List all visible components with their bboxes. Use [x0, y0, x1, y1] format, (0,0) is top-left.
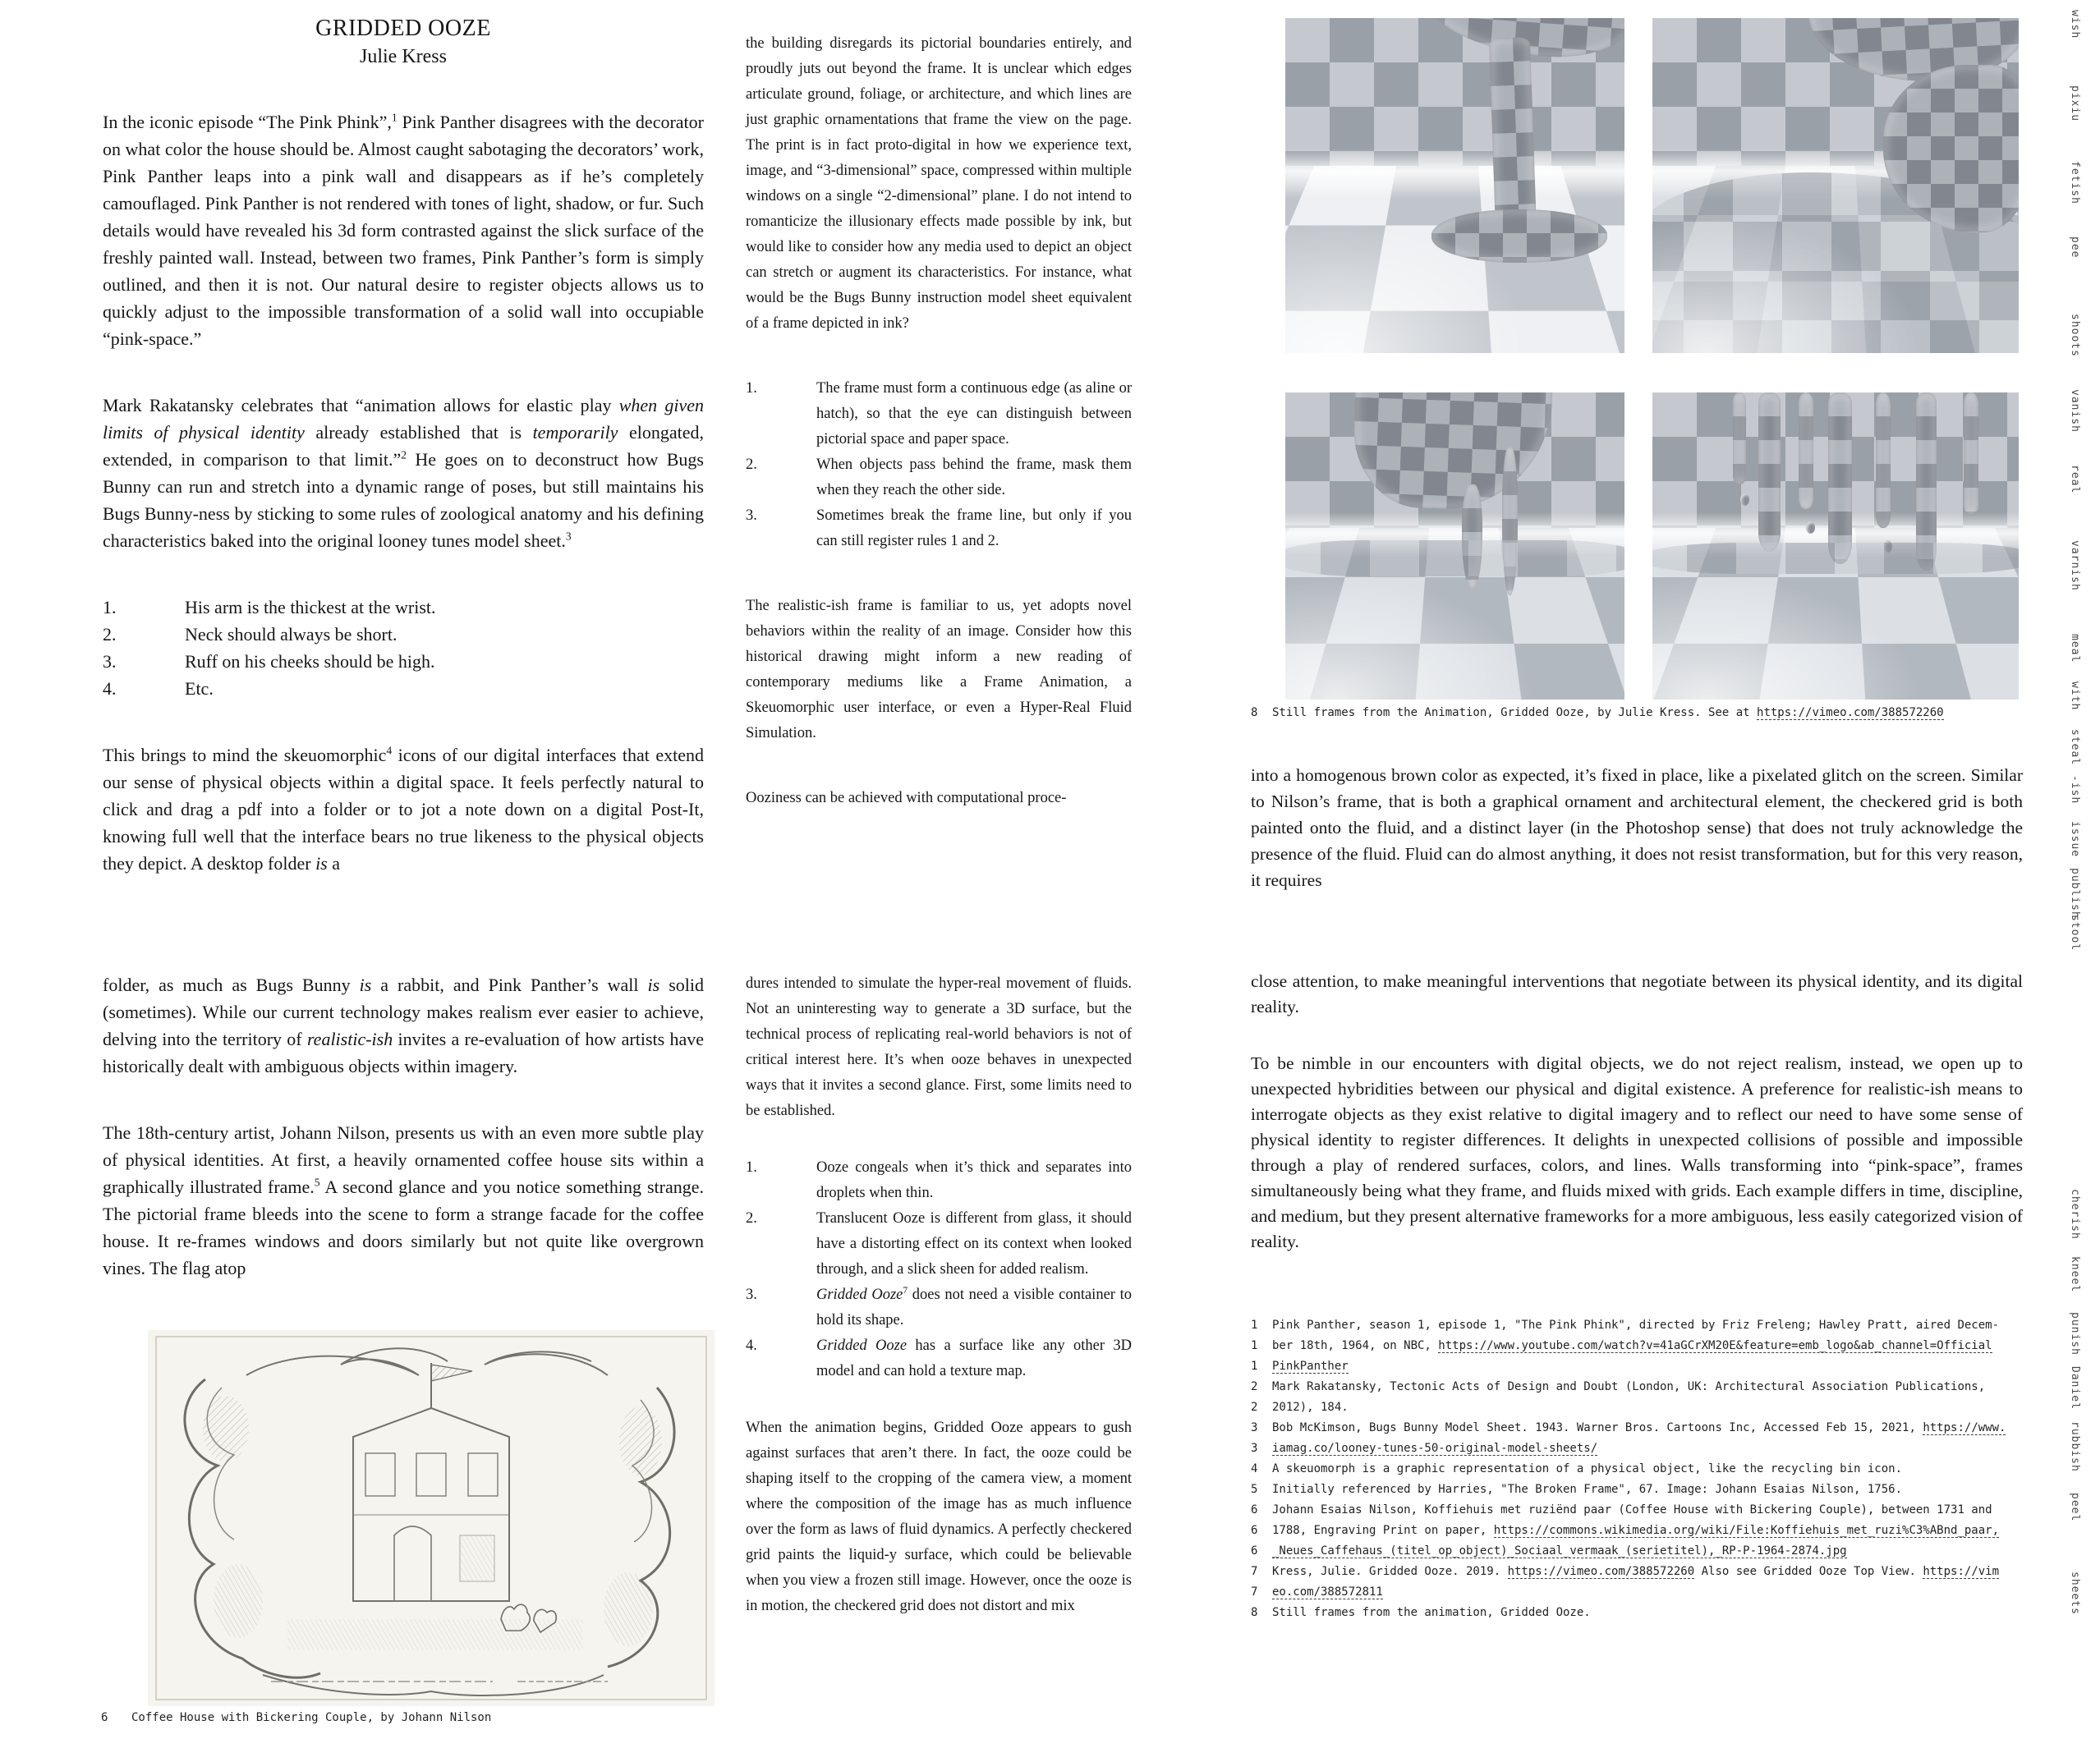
- url-link[interactable]: https://vimeo.com/388572260: [1757, 706, 1944, 719]
- footnote-line: 5 Initially referenced by Harries, "The Broken Frame", 67. Image: Johann Esaias Nilson, 1756.: [1251, 1483, 1903, 1496]
- margin-word: shoots: [2069, 314, 2081, 357]
- footnote-line: 2 Mark Rakatansky, Tectonic Acts of Design and Doubt (London, UK: Architectural Association Publications,: [1251, 1380, 1986, 1393]
- margin-word: vanish: [2069, 389, 2081, 433]
- url-link[interactable]: PinkPanther: [1272, 1360, 1349, 1373]
- footnote-line: 2 2012), 184.: [1251, 1401, 1349, 1414]
- footnotes: [1251, 1315, 2080, 1623]
- list-item: 4. Etc.: [103, 678, 214, 699]
- footnote-line: 4 A skeuomorph is a graphic representation of a physical object, like the recycling bin icon.: [1251, 1462, 1903, 1475]
- list-item: 3. Ruff on his cheeks should be high.: [103, 651, 435, 672]
- light-vignette: [1652, 18, 2019, 353]
- url-link[interactable]: iamag.co/looney-tunes-50-original-model-sheets/: [1272, 1442, 1598, 1455]
- url-link[interactable]: eo.com/388572811: [1272, 1585, 1383, 1599]
- margin-word: steal: [2069, 729, 2081, 766]
- footnote-line: 7 Kress, Julie. Gridded Ooze. 2019. https://vimeo.com/388572260 Also see Gridded Ooze Top View. https://vim: [1251, 1565, 2000, 1578]
- margin-word: pee: [2069, 236, 2081, 259]
- column-2-lower: [746, 971, 1132, 1650]
- paragraph: The 18th-century artist, Johann Nilson, presents us with an even more subtle play of physical identities. At first, a heavily ornamented coffee house sits within a graphically illustrated frame.$^5$ A second glance and you notice something strange. The pictorial frame bleeds into the scene to form a strange facade for the coffee house. It re-frames windows and doors similarly but not quite like overgrown vines. The flag atop: [103, 1122, 705, 1278]
- margin-word: Daniel: [2069, 1366, 2081, 1410]
- margin-word: kneel: [2069, 1256, 2081, 1293]
- margin-word: varnish: [2069, 540, 2081, 591]
- still-frame-3: [1285, 392, 1624, 700]
- url-link[interactable]: https://www.youtube.com/watch?v=41aGCrXM20E&feature=emb_logo&ab_channel=Official: [1438, 1339, 1992, 1352]
- margin-word: rubbish: [2069, 1421, 2081, 1472]
- frame-rules-list: [746, 376, 1132, 554]
- footnote-line: 6 Johann Esaias Nilson, Koffiehuis met ruziënd paar (Coffee House with Bickering Couple), between 1731 and: [1251, 1503, 1992, 1516]
- list-item: 3. Gridded Ooze$^7$ does not need a visible container to hold its shape.: [746, 1285, 1132, 1328]
- paragraph: Ooziness can be achieved with computational proce-: [746, 790, 1067, 806]
- column-3-lower: [1251, 969, 2023, 1286]
- ooze-limits-list: [746, 1155, 1132, 1384]
- paragraph: When the animation begins, Gridded Ooze appears to gush against surfaces that aren’t there. In fact, the ooze could be shaping itself to the cropping of the camera view, a moment where the composition of the image has as much influence over the form as laws of fluid dynamics. A perfectly checkered grid paints the liquid-y surface, which could be believable when you view a frozen still image. However, once the ooze is in motion, the checkered grid does not distort and mix: [746, 1420, 1132, 1614]
- paragraph: Mark Rakatansky celebrates that “animation allows for elastic play when given limits of physical identity already established that is temporarily elongated, extended, in comparison to that limit.”$^2$ He goes on to deconstruct how Bugs Bunny can run and stretch into a dynamic range of poses, but still maintains his Bugs Bunny-ness by sticking to some rules of zoological anatomy and his defining characteristics baked into the original looney tunes model sheet.$^3$: [103, 395, 704, 551]
- footnote-line: 1 ber 18th, 1964, on NBC, https://www.youtube.com/watch?v=41aGCrXM20E&feature=emb_logo&ab_channel=Official: [1251, 1339, 1992, 1352]
- light-vignette: [1285, 18, 1624, 353]
- engraving-image: [148, 1330, 715, 1706]
- url-link[interactable]: https://vimeo.com/388572260: [1507, 1565, 1695, 1578]
- still-frame-4: [1652, 392, 2019, 700]
- margin-word: -ish: [2069, 775, 2081, 805]
- margin-word: real: [2069, 465, 2081, 494]
- still-frame-2: [1652, 18, 2019, 353]
- footnote-line: 6 _Neues_Caffehaus_(titel_op_object)_Sociaal_vermaak_(serietitel),_RP-P-1964-2874.jpg: [1251, 1544, 1847, 1558]
- column-3-upper: [1251, 762, 2023, 893]
- light-vignette: [1652, 392, 2019, 700]
- light-vignette: [1285, 392, 1624, 700]
- footnote-line: 1 Pink Panther, season 1, episode 1, "The Pink Phink", directed by Friz Freleng; Hawley Pratt, aired Decem-: [1251, 1319, 2000, 1332]
- paragraph: To be nimble in our encounters with digital objects, we do not reject realism, instead, we open up to unexpected hybridities between our physical and digital existence. A preference for realistic-ish means to interrogate objects as they exist relative to digital imagery and to reflect our need to have some sense of physical identity to register differences. It delights in unexpected collisions of possible and impossible through a play of rendered surfaces, colors, and lines. Walls transforming into “pink-space”, frames simultaneously being what they frame, and fluids mixed with grids. Each example differs in time, discipline, and medium, but they present alternative frameworks for a more ambiguous, less easily categorized vision of reality.: [1251, 1053, 2023, 1251]
- margin-word: wish: [2069, 10, 2081, 39]
- url-link[interactable]: https://www.: [1923, 1421, 2006, 1434]
- list-item: 2. Translucent Ooze is different from glass, it should have a distorting effect on its context when looked through, and a slick sheen for added realism.: [746, 1210, 1132, 1278]
- footnote-line: 6 1788, Engraving Print on paper, https://commons.wikimedia.org/wiki/File:Koffiehuis_met_ruzi%C3%ABnd_paar,: [1251, 1524, 2000, 1537]
- margin-word: pixiu: [2069, 85, 2081, 122]
- engraving-caption: [101, 1709, 725, 1726]
- page-title: GRIDDED OOZE: [315, 16, 491, 41]
- paragraph: folder, as much as Bugs Bunny is a rabbit, and Pink Panther’s wall is solid (sometimes). While our current technology makes realism ever easier to achieve, delving into the territory of realistic-ish invites a re-evaluation of how artists have historically dealt with ambiguous objects within imagery.: [103, 975, 704, 1076]
- list-item: 1. Ooze congeals when it’s thick and separates into droplets when thin.: [746, 1159, 1132, 1201]
- column-2-upper: [746, 31, 1132, 811]
- margin-word: stool: [2069, 915, 2081, 952]
- footnote-line: 8 Still frames from the animation, Gridded Ooze.: [1251, 1606, 1591, 1619]
- margin-word: sheets: [2069, 1572, 2081, 1615]
- paragraph: dures intended to simulate the hyper-real movement of fluids. Not an uninteresting way to generate a 3D surface, but the technical process of replicating real-world behaviors is not of critical interest here. It’s when ooze behaves in unexpected ways that it invites a second glance. First, some limits need to be established.: [746, 975, 1132, 1119]
- still-frames-caption: [1251, 704, 2072, 721]
- list-item: 4. Gridded Ooze has a surface like any other 3D model and can hold a texture map.: [746, 1338, 1132, 1379]
- list-item: 1. The frame must form a continuous edge (as aline or hatch), so that the eye can distinguish between pictorial space and paper space.: [746, 380, 1132, 447]
- margin-word: fetish: [2069, 161, 2081, 204]
- paragraph: In the iconic episode “The Pink Phink”,$^1$ Pink Panther disagrees with the decorator on what color the house should be. Almost caught sabotaging the decorators’ work, Pink Panther leaps into a pink wall and disappears as if he’s completely camouflaged. Pink Panther is not rendered with tones of light, shadow, or fur. Such details would have revealed his 3d form contrasted against the slick surface of the freshly painted wall. Instead, between two frames, Pink Panther’s form is simply outlined, and then it is not. Our natural desire to register objects allows us to quickly adjust to the impossible transformation of a solid wall into occupiable “pink-space.”: [103, 111, 704, 349]
- margin-word: peel: [2069, 1493, 2081, 1522]
- footnote-line: 3 Bob McKimson, Bugs Bunny Model Sheet. 1943. Warner Bros. Cartoons Inc, Accessed Feb 15, 2021, https://www.: [1251, 1421, 2006, 1434]
- footnote-line: 7 eo.com/388572811: [1251, 1585, 1383, 1599]
- paragraph: into a homogenous brown color as expected, it’s fixed in place, like a pixelated glitch on the screen. Similar to Nilson’s frame, that is both a graphical ornament and architectural element, the checkered grid is both painted onto the fluid, and a distinct layer (in the Photoshop sense) that does not truly acknowledge the presence of the fluid. Fluid can do almost anything, it does not resist transformation, but for this very reason, it requires: [1251, 765, 2023, 890]
- list-item: 3. Sometimes break the frame line, but only if you can still register rules 1 and 2.: [746, 507, 1132, 549]
- margin-word: publish: [2069, 868, 2081, 919]
- paragraph: the building disregards its pictorial boundaries entirely, and proudly juts out beyond the frame. It is unclear which edges articulate ground, foliage, or architecture, and which lines are just graphic ornamentations that frame the view on the page. The print is in fact proto-digital in how we experience text, image, and “3-dimensional” space, compressed within multiple windows on a single “2-dimensional” plane. I do not intend to romanticize the illusionary effects made possible by ink, but would like to consider how any media used to depict an object can stretch or augment its characteristics. For instance, what would be the Bugs Bunny instruction model sheet equivalent of a frame depicted in ink?: [746, 35, 1132, 332]
- url-link[interactable]: _Neues_Caffehaus_(titel_op_object)_Sociaal_vermaak_(serietitel),_RP-P-1964-2874.jpg: [1272, 1544, 1847, 1558]
- url-link[interactable]: https://commons.wikimedia.org/wiki/File:Koffiehuis_met_ruzi%C3%ABnd_paar,: [1493, 1524, 2000, 1537]
- list-item: 1. His arm is the thickest at the wrist.: [103, 597, 436, 617]
- paragraph: This brings to mind the skeuomorphic$^4$ icons of our digital interfaces that extend our sense of physical objects within a digital space. It feels perfectly natural to click and drag a pdf into a folder or to jot a note down on a digital Post-It, knowing full well that the interface bears no true likeness to the physical objects they depict. A desktop folder is a: [103, 744, 705, 874]
- caption-number: 8: [1251, 706, 1258, 719]
- author-byline: Julie Kress: [360, 46, 447, 67]
- margin-word: cherish: [2069, 1189, 2081, 1240]
- margin-word: meal: [2069, 634, 2081, 663]
- caption-text: Coffee House with Bickering Couple, by Johann Nilson: [131, 1711, 492, 1724]
- column-1-lower: [103, 971, 704, 1282]
- margin-word: with: [2069, 681, 2081, 711]
- paragraph: The realistic-ish frame is familiar to us, yet adopts novel behaviors within the reality of an image. Consider how this historical drawing might inform a new reading of contemporary mediums like a Frame Animation, a Skeuomorphic user interface, or even a Hyper-Real Fluid Simulation.: [746, 598, 1132, 741]
- bugs-bunny-rules-list: [103, 594, 704, 702]
- margin-word: issue: [2069, 821, 2081, 858]
- footnote-line: 3 iamag.co/looney-tunes-50-original-model-sheets/: [1251, 1442, 1598, 1455]
- list-item: 2. When objects pass behind the frame, mask them when they reach the other side.: [746, 457, 1132, 498]
- margin-word: punish: [2069, 1312, 2081, 1356]
- engraving-art: [148, 1330, 715, 1706]
- url-link[interactable]: https://vim: [1923, 1565, 2000, 1578]
- caption-number: 6: [101, 1711, 108, 1724]
- footnote-line: 1 PinkPanther: [1251, 1360, 1349, 1373]
- still-frame-1: [1285, 18, 1624, 353]
- list-item: 2. Neck should always be short.: [103, 624, 397, 645]
- caption-text: Still frames from the Animation, Gridded Ooze, by Julie Kress. See at https://vimeo.com/388572260: [1272, 706, 1944, 719]
- column-1-upper: [103, 15, 704, 877]
- paragraph: close attention, to make meaningful interventions that negotiate between its physical identity, and its digital reality.: [1251, 971, 2023, 1016]
